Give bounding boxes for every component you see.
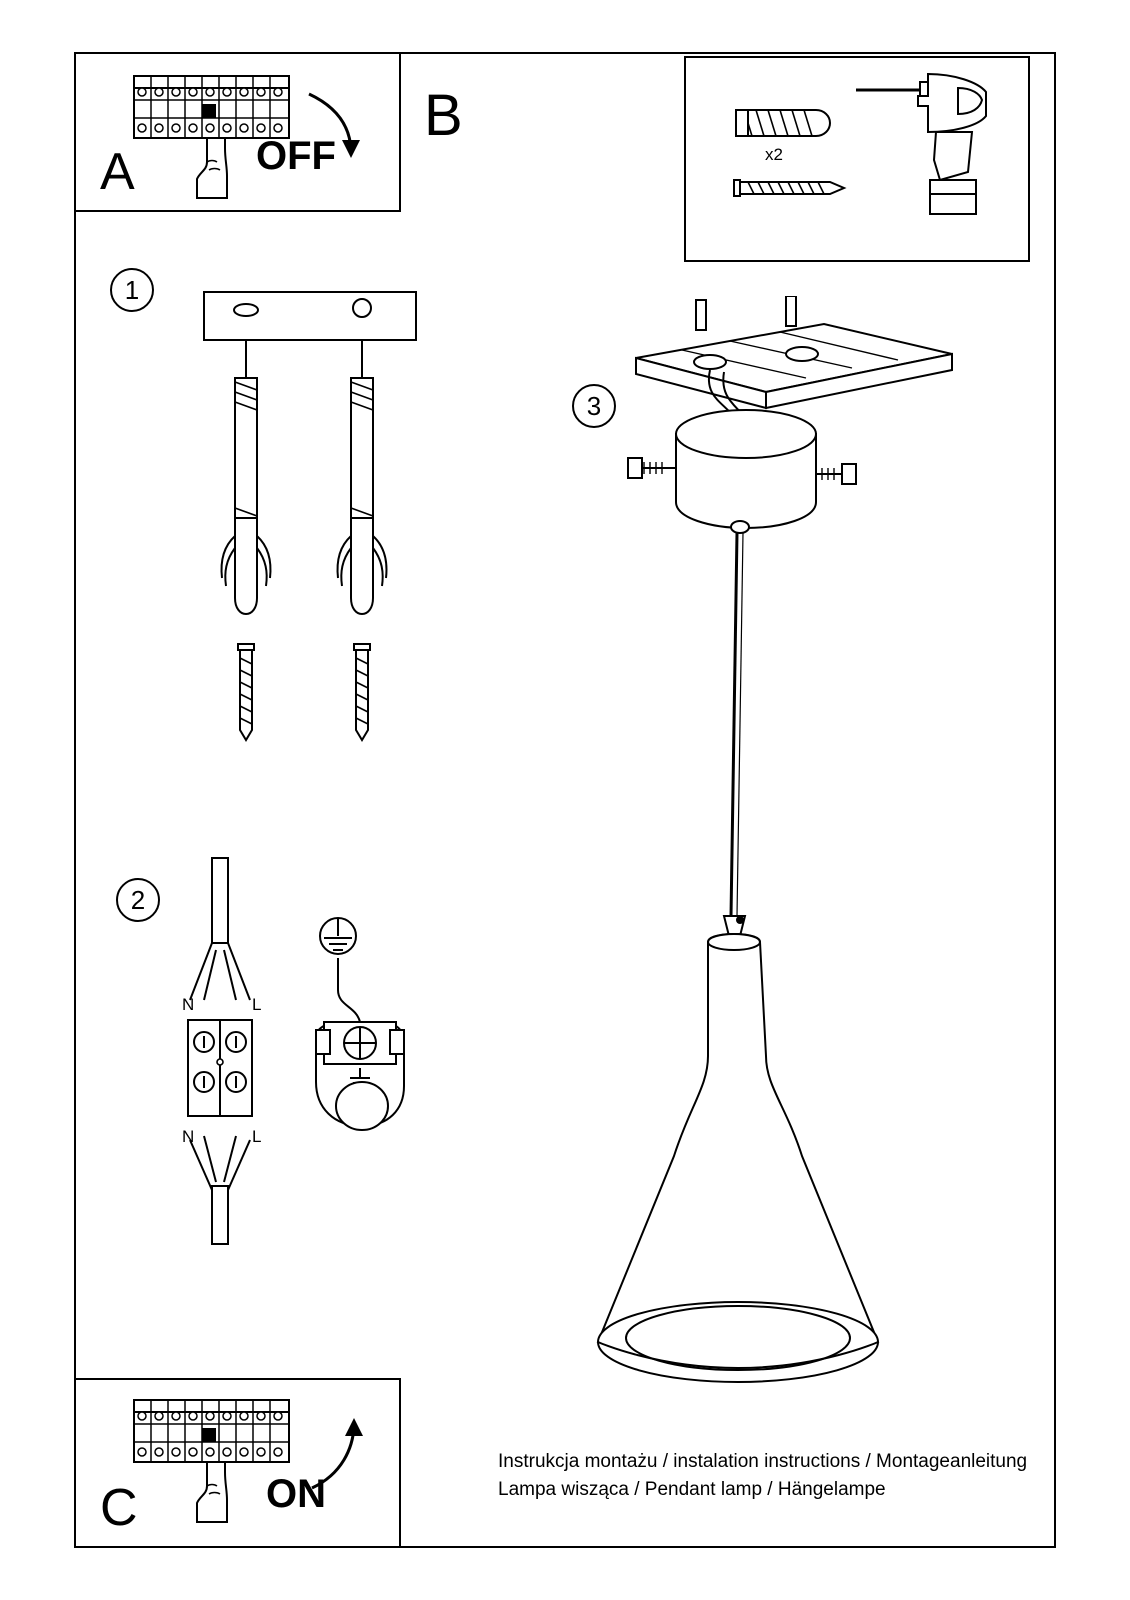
step-3-lamp-illustration xyxy=(590,296,990,1426)
breaker-off-illustration xyxy=(104,66,404,206)
step-a-letter: A xyxy=(100,143,135,201)
step-1-number: 1 xyxy=(110,268,154,312)
drill-and-plug-illustration xyxy=(696,68,1022,254)
step-2-number: 2 xyxy=(116,878,160,922)
step-b-letter: B xyxy=(424,83,463,148)
earth-connection-illustration xyxy=(304,910,434,1200)
screw-icon xyxy=(734,180,844,196)
svg-text:x2: x2 xyxy=(765,145,783,164)
footer-line-2: Lampa wisząca / Pendant lamp / Hängelampe xyxy=(498,1479,886,1500)
svg-text:N: N xyxy=(182,1127,195,1146)
step-c-letter: C xyxy=(100,1479,138,1537)
earth-ground-icon xyxy=(320,918,356,954)
step-3-number: 3 xyxy=(572,384,616,428)
panel-step-a xyxy=(74,52,401,212)
wall-plug-icon xyxy=(736,110,830,136)
step-1-illustration xyxy=(190,278,450,758)
screw-left-icon xyxy=(238,644,254,740)
panel-step-b xyxy=(684,56,1030,262)
breaker-on-illustration xyxy=(104,1390,404,1540)
screw-right-icon xyxy=(354,644,370,740)
step-c-action-label: ON xyxy=(266,1472,326,1516)
power-drill-icon xyxy=(856,74,986,214)
svg-text:N: N xyxy=(182,995,195,1014)
footer-line-1: Instrukcja montażu / instalation instructions / Montageanleitung xyxy=(498,1451,1028,1472)
step-a-action-label: OFF xyxy=(256,134,336,178)
svg-text:L: L xyxy=(252,1127,262,1146)
panel-step-c xyxy=(74,1378,401,1548)
svg-text:L: L xyxy=(252,995,262,1014)
footer-text xyxy=(498,1448,1027,1504)
